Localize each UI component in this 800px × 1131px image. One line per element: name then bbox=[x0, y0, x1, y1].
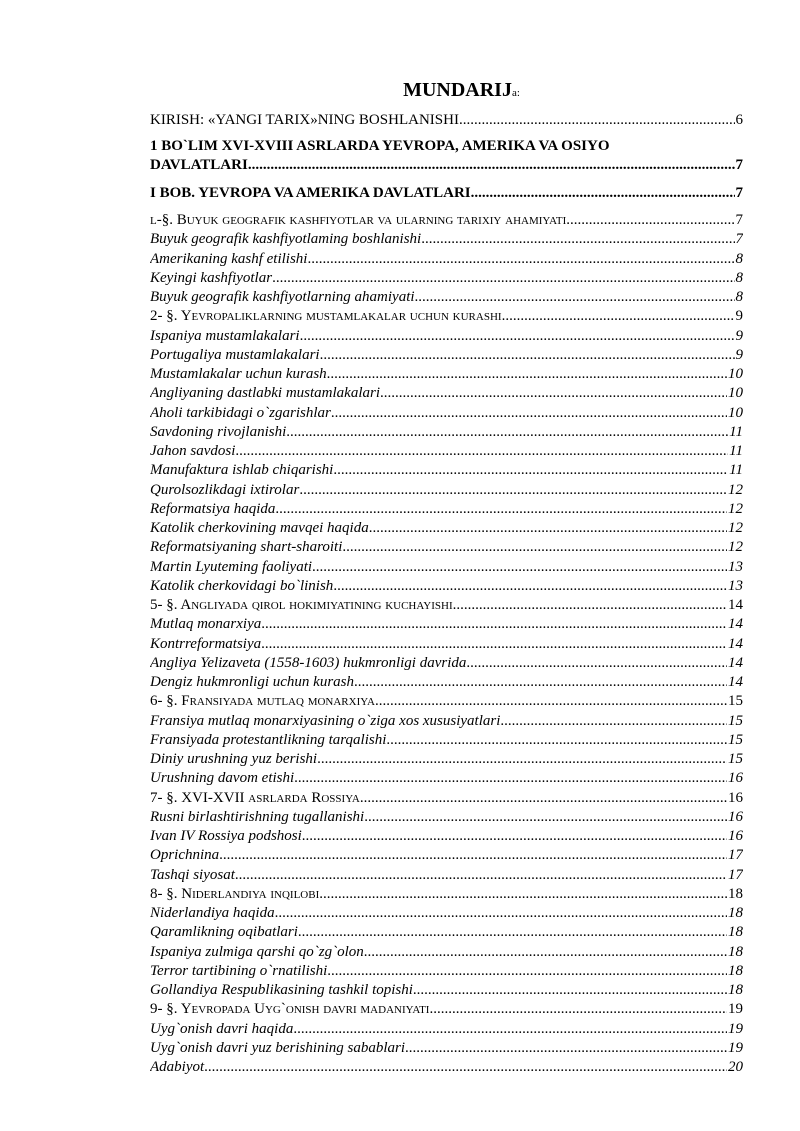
toc-entry-label: Urushning davom etishi bbox=[150, 770, 295, 787]
toc-item-entry[interactable] bbox=[150, 712, 743, 731]
toc-item-entry[interactable] bbox=[150, 346, 743, 365]
dot-leader bbox=[219, 846, 727, 865]
dot-leader bbox=[342, 538, 727, 557]
dot-leader bbox=[300, 327, 735, 346]
toc-entry-label: Mutlaq monarxiya bbox=[150, 616, 262, 633]
toc-entry-label: Savdoning rivojlanishi bbox=[150, 423, 287, 440]
toc-item-entry[interactable] bbox=[150, 1039, 743, 1058]
toc-entry-label: Oprichnina bbox=[150, 847, 220, 864]
toc-entry-page: 18 bbox=[728, 962, 743, 979]
toc-entry-page: 14 bbox=[728, 616, 743, 633]
dot-leader bbox=[375, 692, 727, 711]
dot-leader bbox=[369, 519, 727, 538]
toc-entry-label: Portugaliya mustamlakalari bbox=[150, 346, 320, 363]
toc-entry-page: 16 bbox=[728, 808, 743, 825]
dot-leader bbox=[421, 230, 734, 249]
dot-leader bbox=[354, 673, 727, 692]
toc-section-entry[interactable] bbox=[150, 307, 743, 326]
toc-entry-label-line2: DAVLATLARI bbox=[150, 157, 248, 173]
toc-entry-page: 7 bbox=[735, 231, 743, 248]
dot-leader bbox=[471, 182, 735, 204]
toc-item-entry[interactable] bbox=[150, 538, 743, 557]
toc-entry-page: 9 bbox=[735, 346, 743, 363]
toc-entry-page: 14 bbox=[728, 654, 743, 671]
title-suffix: a: bbox=[511, 87, 520, 99]
toc-entry-page: 13 bbox=[728, 577, 743, 594]
toc-entry-label: Tashqi siyosat bbox=[150, 866, 235, 883]
toc-entry-label: Ispaniya mustamlakalari bbox=[150, 327, 300, 344]
toc-entry-page: 8 bbox=[735, 269, 743, 286]
toc-entry-page: 18 bbox=[728, 982, 743, 998]
dot-leader bbox=[459, 109, 735, 131]
dot-leader bbox=[413, 981, 727, 1000]
dot-leader bbox=[466, 654, 727, 673]
toc-entry-label: 5- §. Angliyada qirol hokimiyatining kuchayishi bbox=[150, 597, 453, 613]
toc-entry-page: 9 bbox=[735, 308, 743, 325]
toc-item-entry[interactable] bbox=[150, 904, 743, 923]
toc-item-entry[interactable] bbox=[150, 846, 743, 865]
toc-section-entry[interactable] bbox=[150, 692, 743, 711]
toc-entry-page: 19 bbox=[728, 1039, 743, 1056]
toc-item-entry[interactable] bbox=[150, 923, 743, 942]
toc-entry-page: 14 bbox=[728, 597, 743, 613]
toc-entry-page: 9 bbox=[735, 327, 743, 344]
toc-item-entry[interactable] bbox=[150, 288, 743, 307]
toc-item-entry[interactable] bbox=[150, 269, 743, 288]
dot-leader bbox=[331, 404, 727, 423]
toc-item-entry[interactable] bbox=[150, 962, 743, 981]
toc-entry-label: 8- §. Niderlandiya inqilobi bbox=[150, 885, 320, 902]
dot-leader bbox=[204, 1058, 727, 1077]
dot-leader bbox=[312, 558, 727, 577]
toc-entry-label: Keyingi kashfiyotlar bbox=[150, 269, 273, 286]
toc-entry-label: Reformatsiya haqida bbox=[150, 500, 276, 517]
toc-entry-label: Kontrreformatsiya bbox=[150, 635, 262, 652]
dot-leader bbox=[235, 866, 727, 885]
dot-leader bbox=[386, 731, 727, 750]
toc-entry-label: Qurolsozlikdagi ixtirolar bbox=[150, 481, 300, 498]
dot-leader bbox=[502, 307, 735, 326]
toc-entry-page: 15 bbox=[728, 731, 743, 748]
dot-leader bbox=[415, 288, 735, 307]
toc-entry-label: Qaramlikning oqibatlari bbox=[150, 924, 298, 941]
toc-entry-label: 7- §. XVI-XVII asrlarda Rossiya bbox=[150, 789, 360, 806]
toc-entry-page: 18 bbox=[728, 905, 743, 921]
toc-item-entry[interactable] bbox=[150, 943, 743, 962]
toc-item-entry[interactable] bbox=[150, 500, 743, 519]
toc-entry-page: 11 bbox=[729, 443, 743, 459]
dot-leader bbox=[248, 156, 735, 175]
toc-entry-page: 10 bbox=[728, 385, 743, 402]
toc-entry-label: Jahon savdosi bbox=[150, 443, 236, 459]
toc-entry-label: Angliyaning dastlabki mustamlakalari bbox=[150, 385, 380, 402]
dot-leader bbox=[275, 500, 727, 519]
dot-leader bbox=[298, 923, 727, 942]
toc-item-entry[interactable] bbox=[150, 808, 743, 827]
dot-leader bbox=[500, 712, 727, 731]
toc-entry-label: KIRISH: «YANGI TARIX»NING BOSHLANISHI bbox=[150, 112, 459, 128]
dot-leader bbox=[333, 577, 727, 596]
toc-entry-page: 12 bbox=[728, 481, 743, 498]
toc-entry-label: Adabiyot bbox=[150, 1059, 205, 1075]
toc-entry-label: Katolik cherkovining mavqei haqida bbox=[150, 520, 369, 536]
toc-entry-label: Aholi tarkibidagi o`zgarishlar bbox=[150, 404, 331, 421]
toc-item-entry[interactable] bbox=[150, 1058, 743, 1077]
toc-entry-label: Niderlandiya haqida bbox=[150, 905, 275, 921]
toc-section-entry[interactable] bbox=[150, 789, 743, 808]
toc-item-entry[interactable] bbox=[150, 577, 743, 596]
dot-leader bbox=[320, 346, 735, 365]
toc-entry-label: Manufaktura ishlab chiqarishi bbox=[150, 462, 334, 479]
toc-entry-part[interactable] bbox=[150, 137, 743, 175]
dot-leader bbox=[327, 365, 727, 384]
toc-entry-page: 13 bbox=[728, 558, 743, 575]
toc-entry-label: Dengiz hukmronligi uchun kurash bbox=[150, 674, 355, 690]
toc-entry-page: 12 bbox=[728, 520, 743, 536]
toc-entry-page: 16 bbox=[728, 770, 743, 787]
toc-item-entry[interactable] bbox=[150, 384, 743, 403]
dot-leader bbox=[380, 384, 727, 403]
dot-leader bbox=[319, 885, 727, 904]
toc-item-entry[interactable] bbox=[150, 673, 743, 692]
toc-entry-label: Diniy urushning yuz berishi bbox=[150, 751, 318, 767]
dot-leader bbox=[299, 481, 727, 500]
toc-entry-page: 11 bbox=[729, 462, 743, 479]
toc-section-entry[interactable] bbox=[150, 596, 743, 615]
toc-entry-label: 2- §. Yevropaliklarning mustamlakalar uchun kurashi bbox=[150, 308, 502, 325]
dot-leader bbox=[261, 615, 727, 634]
toc-entry-label: I BOB. YEVROPA VA AMERIKA DAVLATLARI bbox=[150, 185, 471, 201]
toc-item-entry[interactable] bbox=[150, 423, 743, 442]
toc-entry-page: 19 bbox=[728, 1020, 743, 1037]
toc-entry-label: Buyuk geografik kashfiyotlarning ahamiyati bbox=[150, 289, 415, 305]
dot-leader bbox=[294, 769, 727, 788]
toc-entry-label-line1: 1 BO`LIM XVI-XVIII ASRLARDA YEVROPA, AMERIKA VA OSIYO bbox=[150, 138, 610, 154]
toc-entry-page: 8 bbox=[735, 289, 743, 305]
toc-entry-label: Gollandiya Respublikasining tashkil topishi bbox=[150, 982, 413, 998]
toc-item-entry[interactable] bbox=[150, 481, 743, 500]
toc-entry-label: Katolik cherkovidagi bo`linish bbox=[150, 577, 334, 594]
dot-leader bbox=[275, 904, 727, 923]
toc-entry-page: 19 bbox=[728, 1001, 743, 1018]
toc-item-entry[interactable] bbox=[150, 750, 743, 769]
toc-entry-page: 20 bbox=[728, 1059, 743, 1075]
dot-leader bbox=[272, 269, 734, 288]
toc-entry-page: 11 bbox=[729, 423, 743, 440]
toc-entry-page: 18 bbox=[728, 943, 743, 960]
toc-item-entry[interactable] bbox=[150, 635, 743, 654]
toc-entry-page: 7 bbox=[735, 212, 743, 228]
toc-entry-label: Angliya Yelizaveta (1558-1603) hukmronligi davrida bbox=[150, 654, 467, 671]
toc-entry-page: 18 bbox=[728, 885, 743, 902]
dot-leader bbox=[364, 808, 727, 827]
dot-leader bbox=[405, 1039, 727, 1058]
toc-entry-label: Fransiya mutlaq monarxiyasining o`ziga xos xususiyatlari bbox=[150, 712, 501, 729]
dot-leader bbox=[429, 1000, 727, 1019]
dot-leader bbox=[307, 250, 734, 269]
toc-entry-page: 14 bbox=[728, 635, 743, 652]
toc-entry-page: 12 bbox=[728, 500, 743, 517]
toc-entry-page: 14 bbox=[728, 674, 743, 690]
toc-entry-label: Mustamlakalar uchun kurash bbox=[150, 366, 327, 382]
toc-entry-page: 8 bbox=[735, 250, 743, 267]
toc-entry-label: Reformatsiyaning shart-sharoiti bbox=[150, 539, 343, 556]
dot-leader bbox=[364, 943, 727, 962]
toc-item-entry[interactable] bbox=[150, 654, 743, 673]
dot-leader bbox=[235, 442, 728, 461]
toc-entry-list bbox=[150, 211, 743, 1077]
toc-item-entry[interactable] bbox=[150, 615, 743, 634]
toc-item-entry[interactable] bbox=[150, 731, 743, 750]
toc-entry-page: 7 bbox=[735, 185, 743, 201]
toc-entry-label: Martin Lyuteming faoliyati bbox=[150, 558, 313, 575]
toc-item-entry[interactable] bbox=[150, 442, 743, 461]
toc-item-entry[interactable] bbox=[150, 866, 743, 885]
dot-leader bbox=[302, 827, 727, 846]
toc-item-entry[interactable] bbox=[150, 827, 743, 846]
toc-entry-label: l-§. Buyuk geografik kashfiyotlar va ularning tarixiy ahamiyati bbox=[150, 212, 567, 228]
toc-section-entry[interactable] bbox=[150, 211, 743, 230]
toc-item-entry[interactable] bbox=[150, 327, 743, 346]
toc-entry-label: Uyg`onish davri yuz berishining sabablari bbox=[150, 1039, 405, 1056]
document-page bbox=[150, 0, 743, 1077]
dot-leader bbox=[261, 635, 727, 654]
title-text: MUNDARIJ bbox=[403, 79, 512, 101]
toc-entry-page: 10 bbox=[728, 404, 743, 421]
toc-entry-page: 15 bbox=[728, 693, 743, 710]
dot-leader bbox=[293, 1020, 727, 1039]
page-title bbox=[150, 78, 743, 102]
toc-entry-page: 6 bbox=[735, 112, 743, 128]
toc-entry-label: Terror tartibining o`rnatilishi bbox=[150, 962, 328, 979]
toc-item-entry[interactable] bbox=[150, 461, 743, 480]
toc-entry-intro[interactable] bbox=[150, 109, 743, 131]
toc-item-entry[interactable] bbox=[150, 250, 743, 269]
toc-entry-page: 17 bbox=[728, 847, 743, 864]
toc-entry-label: Amerikaning kashf etilishi bbox=[150, 250, 308, 267]
toc-item-entry[interactable] bbox=[150, 519, 743, 538]
toc-entry-page: 16 bbox=[728, 828, 743, 844]
toc-item-entry[interactable] bbox=[150, 981, 743, 1000]
toc-entry-page: 10 bbox=[728, 366, 743, 382]
toc-entry-label: 9- §. Yevropada Uyg`onish davri madaniyati bbox=[150, 1001, 430, 1018]
toc-entry-chapter[interactable] bbox=[150, 182, 743, 204]
toc-entry-label: Rusni birlashtirishning tugallanishi bbox=[150, 808, 365, 825]
toc-entry-page: 7 bbox=[735, 157, 743, 173]
dot-leader bbox=[327, 962, 727, 981]
toc-section-entry[interactable] bbox=[150, 885, 743, 904]
table-of-contents bbox=[150, 109, 743, 1077]
dot-leader bbox=[286, 423, 728, 442]
toc-item-entry[interactable] bbox=[150, 230, 743, 249]
toc-entry-page: 18 bbox=[728, 924, 743, 941]
toc-entry-label: Buyuk geografik kashfiyotlaming boshlanishi bbox=[150, 231, 422, 248]
dot-leader bbox=[317, 750, 727, 769]
dot-leader bbox=[360, 789, 727, 808]
dot-leader bbox=[453, 596, 727, 615]
toc-entry-page: 17 bbox=[728, 866, 743, 883]
toc-item-entry[interactable] bbox=[150, 365, 743, 384]
toc-entry-label: 6- §. Fransiyada mutlaq monarxiya bbox=[150, 693, 375, 710]
toc-entry-page: 16 bbox=[728, 789, 743, 806]
toc-item-entry[interactable] bbox=[150, 404, 743, 423]
toc-entry-page: 15 bbox=[728, 751, 743, 767]
toc-entry-label: Uyg`onish davri haqida bbox=[150, 1020, 294, 1037]
toc-entry-label: Fransiyada protestantlikning tarqalishi bbox=[150, 731, 387, 748]
toc-entry-label: Ispaniya zulmiga qarshi qo`zg`olon bbox=[150, 943, 364, 960]
toc-item-entry[interactable] bbox=[150, 1020, 743, 1039]
toc-entry-page: 12 bbox=[728, 539, 743, 556]
toc-section-entry[interactable] bbox=[150, 1000, 743, 1019]
toc-entry-label: Ivan IV Rossiya podshosi bbox=[150, 828, 302, 844]
dot-leader bbox=[566, 211, 734, 230]
toc-item-entry[interactable] bbox=[150, 769, 743, 788]
toc-entry-page: 15 bbox=[728, 712, 743, 729]
toc-item-entry[interactable] bbox=[150, 558, 743, 577]
dot-leader bbox=[333, 461, 728, 480]
